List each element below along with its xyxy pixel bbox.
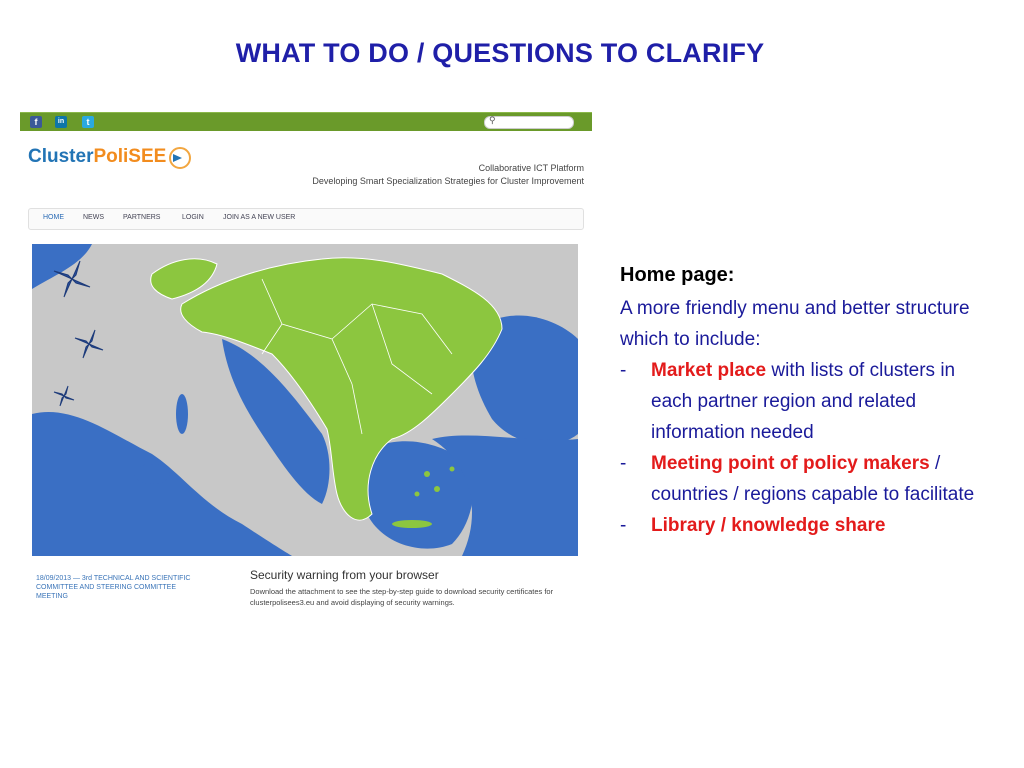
bullet-highlight: Library / knowledge share <box>651 515 886 536</box>
bullet-library <box>620 510 1000 541</box>
notes-intro: A more friendly menu and better structure which to include: <box>620 298 970 350</box>
nav-partners[interactable]: PARTNERS <box>123 214 161 221</box>
tagline-line1: Collaborative ICT Platform <box>478 163 584 173</box>
nav-login[interactable]: LOGIN <box>182 214 204 221</box>
website-screenshot <box>20 112 592 622</box>
security-warning-title: Security warning from your browser <box>250 568 439 582</box>
site-top-bar <box>20 112 592 131</box>
site-nav <box>28 208 584 230</box>
site-tagline <box>312 162 584 188</box>
tagline-line2: Developing Smart Specialization Strategies for Cluster Improvement <box>312 176 584 186</box>
map-graphic <box>32 244 578 556</box>
security-warning-text: Download the attachment to see the step-by-step guide to download security certificates for clusterpolisees3.eu and avoid displaying of security warnings. <box>250 587 554 607</box>
news-item-link[interactable]: 18/09/2013 — 3rd TECHNICAL AND SCIENTIFIC COMMITTEE AND STEERING COMMITTEE MEETING <box>36 575 191 600</box>
site-logo[interactable] <box>28 146 191 169</box>
bullet-text: with lists of clusters in each partner region and related information needed <box>651 360 956 443</box>
balkan-map <box>32 244 578 556</box>
nav-join[interactable]: JOIN AS A NEW USER <box>223 214 296 221</box>
notes-panel <box>620 264 1000 541</box>
bullet-dash: - <box>620 360 627 381</box>
bullet-highlight: Meeting point of policy makers <box>651 453 930 474</box>
search-icon: ⚲ <box>489 115 496 125</box>
bullet-highlight: Market place <box>651 360 767 381</box>
twitter-icon[interactable]: t <box>82 116 94 128</box>
bullet-market-place <box>620 355 1000 448</box>
nav-home[interactable]: HOME <box>43 214 64 221</box>
site-search-input[interactable] <box>484 116 574 129</box>
bullet-dash: - <box>620 453 627 474</box>
bullet-text: / countries / regions capable to facilitate <box>651 453 975 505</box>
notes-heading: Home page: <box>620 264 735 286</box>
slide-title: WHAT TO DO / QUESTIONS TO CLARIFY <box>235 38 765 68</box>
linkedin-icon[interactable]: in <box>55 116 67 128</box>
bullet-dash: - <box>620 515 627 536</box>
logo-part1: Cluster <box>28 146 94 167</box>
logo-part2: PoliSEE <box>93 146 167 167</box>
nav-news[interactable]: NEWS <box>83 214 104 221</box>
logo-arrow-icon <box>169 147 191 169</box>
facebook-icon[interactable]: f <box>30 116 42 128</box>
bullet-meeting-point <box>620 448 1000 510</box>
